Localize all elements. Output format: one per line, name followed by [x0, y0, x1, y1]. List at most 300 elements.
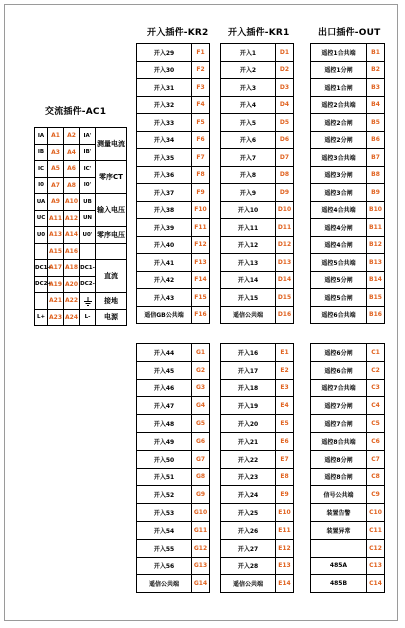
terminal-row: [221, 415, 294, 433]
terminal-label: 开入12: [221, 236, 276, 254]
ac-terminal-code: A13: [48, 227, 64, 244]
terminal-code: C3: [367, 379, 385, 397]
terminal-label: 开入43: [137, 289, 192, 307]
terminal-label: 开入25: [221, 504, 276, 522]
terminal-label: 遥信公共端: [221, 306, 276, 324]
terminal-row: [137, 539, 210, 557]
terminal-row: [221, 361, 294, 379]
terminal-row: [221, 557, 294, 575]
terminal-code: B10: [367, 201, 385, 219]
ac-terminal-code: A24: [64, 309, 80, 326]
ac-terminal-code: A18: [64, 260, 80, 277]
terminal-label: 开入33: [137, 114, 192, 132]
title-ac: 交流插件-AC1: [45, 107, 107, 117]
terminal-label: 遥控8合共端: [311, 432, 367, 450]
terminal-row: [221, 219, 294, 237]
terminal-code: C2: [367, 361, 385, 379]
terminal-row: [311, 114, 385, 132]
terminal-row: [311, 575, 385, 593]
terminal-code: G2: [192, 361, 210, 379]
ac-terminal-code: A22: [64, 293, 80, 310]
ac-terminal-code: A19: [48, 276, 64, 293]
terminal-label: 开入38: [137, 201, 192, 219]
ac-terminal-row: [35, 260, 127, 277]
ac-signal-right: L-: [80, 309, 96, 326]
terminal-label: 开入32: [137, 96, 192, 114]
terminal-label: 信号公共端: [311, 486, 367, 504]
terminal-row: [137, 131, 210, 149]
terminal-row: [137, 521, 210, 539]
terminal-label: 开入44: [137, 344, 192, 362]
ac-signal-left: IA: [35, 128, 48, 145]
terminal-row: [137, 468, 210, 486]
ac-signal-right: IC': [80, 161, 96, 178]
terminal-label: 开入56: [137, 557, 192, 575]
terminal-code: G12: [192, 539, 210, 557]
terminal-code: C14: [367, 575, 385, 593]
terminal-code: G6: [192, 432, 210, 450]
ac-terminal-code: A1: [48, 128, 64, 145]
terminal-row: [221, 432, 294, 450]
kr1-bottom-terminal-block: [220, 343, 294, 593]
terminal-row: [137, 236, 210, 254]
ac-terminal-code: A23: [48, 309, 64, 326]
terminal-code: C10: [367, 504, 385, 522]
terminal-label: 开入15: [221, 289, 276, 307]
title-out: 出口插件-OUT: [318, 28, 381, 38]
ac-terminal-code: A12: [64, 210, 80, 227]
terminal-label: 开入2: [221, 61, 276, 79]
ac-terminal-row: [35, 128, 127, 145]
terminal-code: C11: [367, 521, 385, 539]
terminal-row: [311, 201, 385, 219]
terminal-row: [311, 219, 385, 237]
terminal-label: 遥控8分闸: [311, 450, 367, 468]
terminal-code: E2: [276, 361, 294, 379]
terminal-label: 开入35: [137, 149, 192, 167]
terminal-code: F8: [192, 166, 210, 184]
terminal-label: 遥控7合闸: [311, 415, 367, 433]
ac-terminal-code: A17: [48, 260, 64, 277]
terminal-row: [221, 539, 294, 557]
out-top-terminal-block: [310, 43, 385, 324]
terminal-row: [311, 361, 385, 379]
ac-terminal-code: A2: [64, 128, 80, 145]
terminal-label: 开入20: [221, 415, 276, 433]
terminal-row: [137, 201, 210, 219]
terminal-code: G1: [192, 344, 210, 362]
terminal-code: D8: [276, 166, 294, 184]
terminal-row: [311, 271, 385, 289]
terminal-label: 485B: [311, 575, 367, 593]
terminal-code: B15: [367, 289, 385, 307]
ground-icon: [80, 293, 96, 310]
terminal-row: [221, 504, 294, 522]
ac-signal-left: UC: [35, 210, 48, 227]
terminal-label: 开入26: [221, 521, 276, 539]
terminal-label: 遥控6合闸: [311, 361, 367, 379]
terminal-code: B7: [367, 149, 385, 167]
ac-terminal-code: A11: [48, 210, 64, 227]
ac-group-label: 直流: [96, 260, 127, 293]
kr2-top-terminal-block: [136, 43, 210, 324]
terminal-code: F1: [192, 44, 210, 62]
terminal-label: 遥控5分闸: [311, 271, 367, 289]
terminal-label: 开入49: [137, 432, 192, 450]
terminal-code: B6: [367, 131, 385, 149]
terminal-label: 装置异常: [311, 521, 367, 539]
terminal-label: 开入9: [221, 184, 276, 202]
terminal-row: [137, 397, 210, 415]
terminal-row: [311, 61, 385, 79]
title-kr2: 开入插件-KR2: [147, 28, 209, 38]
terminal-row: [221, 486, 294, 504]
terminal-code: B14: [367, 271, 385, 289]
terminal-row: [311, 468, 385, 486]
ac-terminal-code: A5: [48, 161, 64, 178]
terminal-code: G4: [192, 397, 210, 415]
ac-signal-right: IA': [80, 128, 96, 145]
terminal-code: G11: [192, 521, 210, 539]
terminal-code: G7: [192, 450, 210, 468]
terminal-row: [311, 131, 385, 149]
terminal-code: G14: [192, 575, 210, 593]
terminal-row: [311, 504, 385, 522]
terminal-row: [311, 486, 385, 504]
terminal-label: 开入8: [221, 166, 276, 184]
terminal-label: 开入53: [137, 504, 192, 522]
terminal-code: E10: [276, 504, 294, 522]
title-kr1: 开入插件-KR1: [228, 28, 290, 38]
terminal-row: [137, 149, 210, 167]
terminal-label: 遥控2合共端: [311, 96, 367, 114]
terminal-label: 开入55: [137, 539, 192, 557]
ac-signal-left: UA: [35, 194, 48, 211]
terminal-label: 遥控4分闸: [311, 219, 367, 237]
terminal-label: 开入50: [137, 450, 192, 468]
terminal-label: 遥控3合共端: [311, 149, 367, 167]
terminal-row: [221, 236, 294, 254]
terminal-row: [221, 149, 294, 167]
terminal-row: [311, 521, 385, 539]
ac-group-label: 零序CT: [96, 161, 127, 194]
terminal-label: 遥控8合闸: [311, 468, 367, 486]
terminal-row: [311, 166, 385, 184]
terminal-code: F9: [192, 184, 210, 202]
terminal-label: 遥控1合共端: [311, 44, 367, 62]
terminal-label: 遥控5合共端: [311, 254, 367, 272]
ac-signal-left: DC2+: [35, 276, 48, 293]
terminal-label: 开入24: [221, 486, 276, 504]
ac-group-label: 测量电流: [96, 128, 127, 161]
terminal-code: F16: [192, 306, 210, 324]
terminal-label: 开入39: [137, 219, 192, 237]
terminal-row: [137, 79, 210, 97]
terminal-label: 开入13: [221, 254, 276, 272]
terminal-label: [311, 539, 367, 557]
terminal-label: 开入51: [137, 468, 192, 486]
ac-terminal-code: A14: [64, 227, 80, 244]
terminal-label: 开入30: [137, 61, 192, 79]
terminal-row: [137, 415, 210, 433]
ac-terminal-code: A4: [64, 144, 80, 161]
kr1-top-terminal-block: [220, 43, 294, 324]
terminal-row: [221, 271, 294, 289]
terminal-row: [137, 166, 210, 184]
terminal-code: C5: [367, 415, 385, 433]
terminal-code: G13: [192, 557, 210, 575]
terminal-label: 开入11: [221, 219, 276, 237]
terminal-row: [221, 166, 294, 184]
ac-terminal-code: A10: [64, 194, 80, 211]
terminal-row: [221, 184, 294, 202]
terminal-code: B12: [367, 236, 385, 254]
terminal-row: [221, 201, 294, 219]
terminal-row: [311, 149, 385, 167]
terminal-label: 开入29: [137, 44, 192, 62]
terminal-code: F15: [192, 289, 210, 307]
terminal-code: F7: [192, 149, 210, 167]
terminal-row: [221, 131, 294, 149]
terminal-code: F10: [192, 201, 210, 219]
ac-terminal-code: A3: [48, 144, 64, 161]
terminal-row: [311, 379, 385, 397]
terminal-code: D11: [276, 219, 294, 237]
ac-terminal-code: A15: [48, 243, 64, 260]
terminal-label: 开入19: [221, 397, 276, 415]
terminal-row: [311, 79, 385, 97]
terminal-label: 485A: [311, 557, 367, 575]
terminal-label: 开入41: [137, 254, 192, 272]
terminal-row: [311, 184, 385, 202]
terminal-code: G10: [192, 504, 210, 522]
terminal-row: [311, 450, 385, 468]
terminal-code: D2: [276, 61, 294, 79]
terminal-row: [137, 219, 210, 237]
terminal-row: [221, 114, 294, 132]
terminal-label: 遥控5合闸: [311, 289, 367, 307]
ac-signal-right: [80, 243, 96, 260]
terminal-row: [137, 271, 210, 289]
ac-signal-left: DC1+: [35, 260, 48, 277]
terminal-code: C7: [367, 450, 385, 468]
terminal-row: [311, 415, 385, 433]
ac-signal-left: I0: [35, 177, 48, 194]
terminal-code: D7: [276, 149, 294, 167]
terminal-label: 遥信GB公共端: [137, 306, 192, 324]
terminal-code: F4: [192, 96, 210, 114]
terminal-label: 遥控4合闸: [311, 236, 367, 254]
ac-signal-left: [35, 293, 48, 310]
terminal-code: D5: [276, 114, 294, 132]
ac-signal-left: [35, 243, 48, 260]
terminal-code: B4: [367, 96, 385, 114]
terminal-row: [311, 44, 385, 62]
terminal-code: D13: [276, 254, 294, 272]
terminal-row: [137, 44, 210, 62]
terminal-row: [221, 289, 294, 307]
terminal-label: 开入42: [137, 271, 192, 289]
terminal-code: C4: [367, 397, 385, 415]
terminal-label: 开入16: [221, 344, 276, 362]
terminal-code: B13: [367, 254, 385, 272]
terminal-code: F13: [192, 254, 210, 272]
terminal-code: D1: [276, 44, 294, 62]
ac-signal-left: IB: [35, 144, 48, 161]
ac-terminal-row: [35, 309, 127, 326]
terminal-label: 开入6: [221, 131, 276, 149]
ac-signal-left: U0: [35, 227, 48, 244]
terminal-code: G8: [192, 468, 210, 486]
terminal-label: 开入48: [137, 415, 192, 433]
terminal-code: D6: [276, 131, 294, 149]
ac-signal-right: DC2-: [80, 276, 96, 293]
ac-terminal-block: [34, 127, 127, 326]
terminal-label: 开入14: [221, 271, 276, 289]
terminal-code: B11: [367, 219, 385, 237]
ac-terminal-code: A8: [64, 177, 80, 194]
ac-terminal-code: A7: [48, 177, 64, 194]
terminal-code: C8: [367, 468, 385, 486]
terminal-code: C6: [367, 432, 385, 450]
terminal-code: C13: [367, 557, 385, 575]
terminal-row: [137, 361, 210, 379]
terminal-code: E6: [276, 432, 294, 450]
terminal-label: 开入3: [221, 79, 276, 97]
ac-signal-right: UB: [80, 194, 96, 211]
terminal-row: [311, 254, 385, 272]
terminal-code: E8: [276, 468, 294, 486]
terminal-code: G5: [192, 415, 210, 433]
terminal-label: 遥控7合共端: [311, 379, 367, 397]
terminal-label: 开入47: [137, 397, 192, 415]
terminal-label: 开入52: [137, 486, 192, 504]
terminal-row: [137, 344, 210, 362]
terminal-code: D14: [276, 271, 294, 289]
ac-terminal-row: [35, 293, 127, 310]
terminal-label: 遥控1合闸: [311, 79, 367, 97]
terminal-row: [137, 114, 210, 132]
terminal-row: [311, 432, 385, 450]
terminal-code: D3: [276, 79, 294, 97]
ac-signal-right: I0': [80, 177, 96, 194]
terminal-row: [311, 557, 385, 575]
terminal-label: 开入36: [137, 166, 192, 184]
terminal-code: E14: [276, 575, 294, 593]
terminal-code: G3: [192, 379, 210, 397]
terminal-row: [137, 575, 210, 593]
terminal-code: D16: [276, 306, 294, 324]
terminal-label: 开入17: [221, 361, 276, 379]
terminal-row: [221, 306, 294, 324]
terminal-row: [221, 44, 294, 62]
terminal-row: [137, 184, 210, 202]
terminal-row: [137, 450, 210, 468]
terminal-code: E12: [276, 539, 294, 557]
terminal-code: D15: [276, 289, 294, 307]
terminal-label: 开入21: [221, 432, 276, 450]
ac-signal-right: IB': [80, 144, 96, 161]
terminal-code: E9: [276, 486, 294, 504]
terminal-row: [137, 306, 210, 324]
terminal-code: C9: [367, 486, 385, 504]
terminal-label: 开入18: [221, 379, 276, 397]
terminal-code: D4: [276, 96, 294, 114]
terminal-label: 遥控3分闸: [311, 166, 367, 184]
terminal-label: 遥控4合共端: [311, 201, 367, 219]
ac-signal-left: IC: [35, 161, 48, 178]
terminal-label: 开入46: [137, 379, 192, 397]
terminal-label: 开入34: [137, 131, 192, 149]
ac-terminal-row: [35, 194, 127, 211]
terminal-code: C12: [367, 539, 385, 557]
terminal-row: [221, 521, 294, 539]
terminal-row: [311, 397, 385, 415]
terminal-row: [221, 575, 294, 593]
terminal-label: 遥控2合闸: [311, 114, 367, 132]
terminal-label: 开入31: [137, 79, 192, 97]
terminal-row: [137, 96, 210, 114]
terminal-row: [221, 254, 294, 272]
terminal-label: 开入40: [137, 236, 192, 254]
terminal-label: 遥控7分闸: [311, 397, 367, 415]
terminal-code: D12: [276, 236, 294, 254]
terminal-label: 开入5: [221, 114, 276, 132]
terminal-code: G9: [192, 486, 210, 504]
ac-terminal-code: A16: [64, 243, 80, 260]
terminal-label: 开入23: [221, 468, 276, 486]
terminal-row: [137, 504, 210, 522]
terminal-label: 开入22: [221, 450, 276, 468]
ac-signal-left: L+: [35, 309, 48, 326]
terminal-row: [221, 344, 294, 362]
terminal-row: [137, 432, 210, 450]
terminal-label: 开入7: [221, 149, 276, 167]
terminal-code: B16: [367, 306, 385, 324]
terminal-row: [311, 306, 385, 324]
terminal-row: [137, 379, 210, 397]
terminal-code: F3: [192, 79, 210, 97]
terminal-row: [311, 236, 385, 254]
terminal-code: B9: [367, 184, 385, 202]
ac-terminal-code: A9: [48, 194, 64, 211]
out-bottom-terminal-block: [310, 343, 385, 593]
terminal-code: B2: [367, 61, 385, 79]
terminal-row: [221, 450, 294, 468]
terminal-code: E13: [276, 557, 294, 575]
terminal-code: F2: [192, 61, 210, 79]
terminal-code: F5: [192, 114, 210, 132]
terminal-code: D10: [276, 201, 294, 219]
terminal-label: 开入37: [137, 184, 192, 202]
terminal-code: F6: [192, 131, 210, 149]
terminal-label: 遥控6合共端: [311, 306, 367, 324]
terminal-label: 开入45: [137, 361, 192, 379]
terminal-row: [221, 96, 294, 114]
terminal-label: 开入28: [221, 557, 276, 575]
terminal-code: E1: [276, 344, 294, 362]
terminal-code: D9: [276, 184, 294, 202]
ac-terminal-row: [35, 243, 127, 260]
terminal-code: E11: [276, 521, 294, 539]
terminal-row: [221, 397, 294, 415]
terminal-row: [137, 486, 210, 504]
terminal-row: [311, 539, 385, 557]
terminal-code: F12: [192, 236, 210, 254]
terminal-code: B5: [367, 114, 385, 132]
terminal-row: [311, 96, 385, 114]
ac-group-label: 接地: [96, 293, 127, 310]
